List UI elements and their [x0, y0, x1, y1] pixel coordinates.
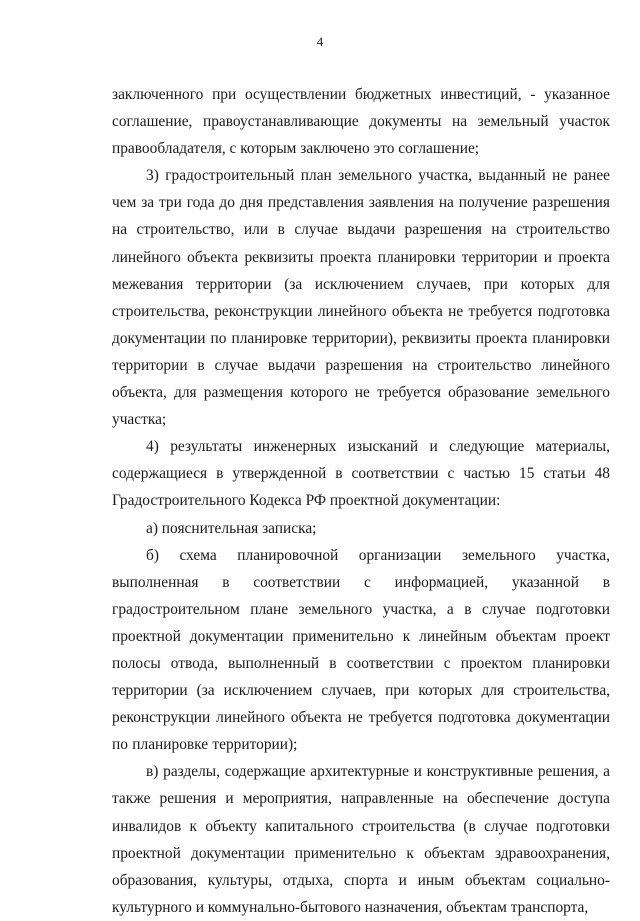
- paragraph-item-4: 4) результаты инженерных изысканий и следующие материалы, содержащиеся в утвержденной в соответствии с частью 15 статьи 48 Градостроительного Кодекса РФ проектной документации:: [112, 438, 610, 510]
- document-body: [112, 81, 610, 921]
- paragraph-item-a: а) пояснительная записка;: [146, 519, 317, 537]
- paragraph-item-3: 3) градостроительный план земельного участка, выданный не ранее чем за три года до дня представления заявления на получение разрешения на строительство, или в случае выдачи разрешения на строительство линейного объекта реквизиты проекта планировки территории и проекта межевания территории (за исключением случаев, при которых для строительства, реконструкции линейного объекта не требуется подготовка документации по планировке территории), реквизиты проекта планировки территории в случае выдачи разрешения на строительство линейного объекта, для размещения которого не требуется образование земельного участка;: [112, 167, 610, 429]
- paragraph-item-b: б) схема планировочной организации земельного участка, выполненная в соответствии с информацией, указанной в градостроительном плане земельного участка, а в случае подготовки проектной документации применительно к линейным объектам проект полосы отвода, выполненный в соответствии с проектом планировки территории (за исключением случаев, при которых для строительства, реконструкции линейного объекта не требуется подготовка документации по планировке территории);: [112, 546, 610, 754]
- page-number: 4: [316, 34, 324, 49]
- paragraph-continuation: заключенного при осуществлении бюджетных инвестиций, - указанное соглашение, правоустанавливающие документы на земельный участок правообладателя, с которым заключено это соглашение;: [112, 86, 610, 158]
- paragraph-item-v: в) разделы, содержащие архитектурные и конструктивные решения, а также решения и мероприятия, направленные на обеспечение доступа инвалидов к объекту капитального строительства (в случае подготовки проектной документации применительно к объектам здравоохранения, образования, культуры, отдыха, спорта и иным объектам социально-культурного и коммунально-бытового назначения, объектам транспорта,: [112, 763, 610, 916]
